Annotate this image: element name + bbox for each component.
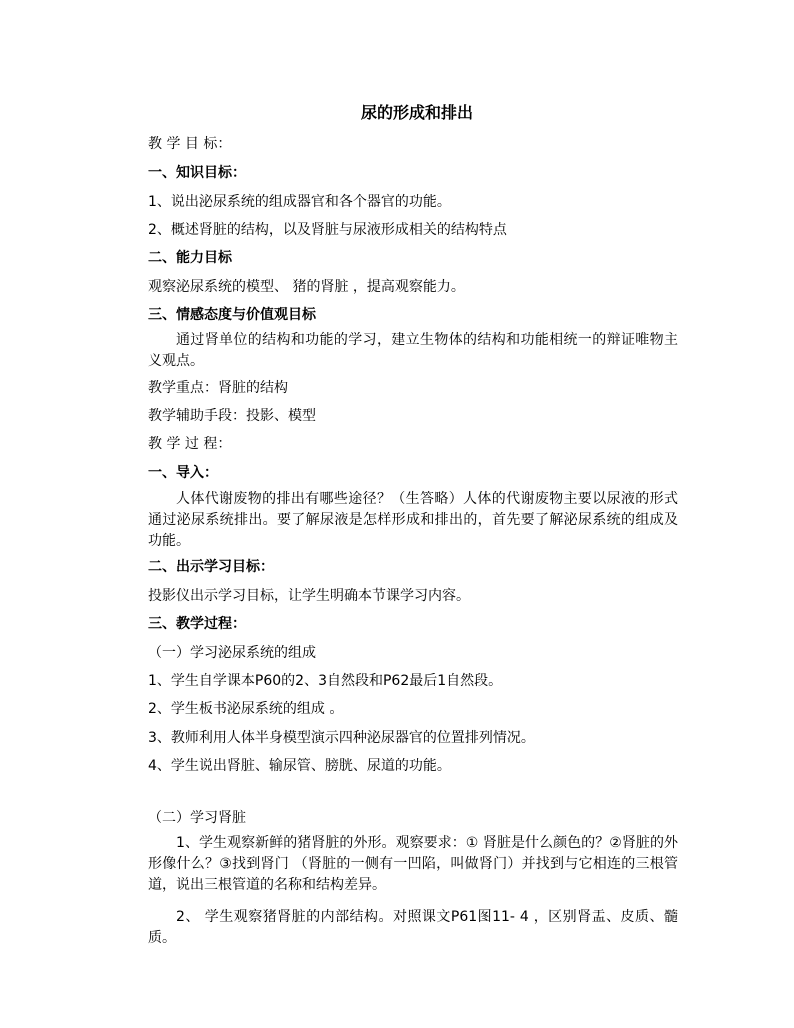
part2-item-1: 1、学生观察新鲜的猪肾脏的外形。观察要求：① 肾脏是什么颜色的？②肾脏的外形像什么？③找到肾门 （肾脏的一侧有一凹陷，叫做肾门）并找到与它相连的三根管道，说出三根管道的名称和结构差异。: [148, 835, 678, 893]
part2-item-2: 2、 学生观察猪肾脏的内部结构。对照课文P61图11- 4 ，区别肾盂、皮质、髓质。: [148, 909, 678, 946]
page-title: 尿的形成和排出: [360, 103, 473, 122]
knowledge-item-2: 2、概述肾脏的结构，以及肾脏与尿液形成相关的结构特点: [148, 222, 507, 238]
teaching-steps-heading: 三、教学过程：: [148, 616, 246, 632]
intro-heading: 一、导入：: [148, 465, 218, 481]
ability-goals-heading: 二、能力目标: [148, 250, 232, 266]
teaching-focus: 教学重点：肾脏的结构: [148, 380, 288, 396]
teaching-goals-heading: 教 学 目 标：: [148, 136, 232, 152]
teaching-aids: 教学辅助手段：投影、模型: [148, 408, 316, 424]
part1-item-1: 1、学生自学课本P60的2、3自然段和P62最后1自然段。: [148, 673, 503, 689]
knowledge-goals-heading: 一、知识目标：: [148, 165, 246, 181]
show-goals-text: 投影仪出示学习目标，让学生明确本节课学习内容。: [148, 588, 470, 604]
ability-goals-text: 观察泌尿系统的模型、 猪的肾脏 ，提高观察能力。: [148, 279, 465, 295]
show-goals-heading: 二、出示学习目标：: [148, 559, 274, 575]
part2-heading: （二）学习肾脏: [148, 810, 246, 826]
intro-text: 人体代谢废物的排出有哪些途径？（生答略）人体的代谢废物主要以尿液的形式通过泌尿系统排出。要了解尿液是怎样形成和排出的，首先要了解泌尿系统的组成及功能。: [148, 491, 678, 549]
emotion-goals-heading: 三、情感态度与价值观目标: [148, 307, 316, 323]
emotion-goals-text: 通过肾单位的结构和功能的学习，建立生物体的结构和功能相统一的辩证唯物主义观点。: [148, 332, 678, 369]
teaching-process-heading: 教 学 过 程：: [148, 436, 232, 452]
part1-item-3: 3、教师利用人体半身模型演示四种泌尿器官的位置排列情况。: [148, 730, 535, 746]
part1-item-4: 4、学生说出肾脏、输尿管、膀胱、尿道的功能。: [148, 758, 451, 774]
knowledge-item-1: 1、说出泌尿系统的组成器官和各个器官的功能。: [148, 194, 451, 210]
part1-item-2: 2、学生板书泌尿系统的组成 。: [148, 701, 344, 717]
part1-heading: （一）学习泌尿系统的组成: [148, 645, 316, 661]
